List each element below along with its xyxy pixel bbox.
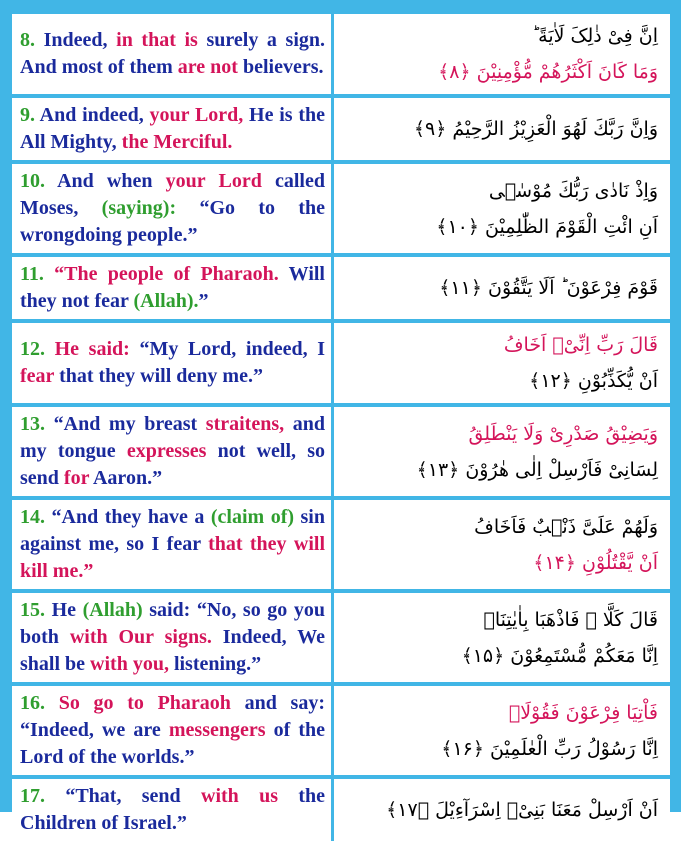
verse-number: 13.: [20, 413, 45, 435]
verse-row: [12, 14, 670, 94]
verse-row: [12, 164, 670, 253]
translation-segment: messengers: [168, 719, 266, 741]
translation-segment: “The people of Pharaoh.: [43, 263, 279, 285]
verse-number: 8.: [20, 29, 35, 51]
translation-segment: of the Lord of the worlds.”: [20, 719, 325, 768]
translation-segment: And indeed,: [35, 104, 150, 126]
translation-segment: your Lord,: [149, 104, 244, 126]
arabic-text: قَالَ رَبِّ اِنِّیْۤ اَخَافُ: [503, 334, 658, 356]
verse-number: 16.: [20, 692, 45, 714]
arabic-line: [342, 509, 658, 545]
arabic-line: [342, 209, 658, 245]
arabic-text: اَنِ ائْتِ الْقَوْمَ الظّٰلِمِیْنَ ﴿۱۰﴾: [436, 215, 658, 238]
verse-translation: [12, 407, 334, 496]
translation-segment: your Lord: [165, 170, 262, 192]
translation-segment: Indeed,: [35, 29, 117, 51]
translation-segment: listening.”: [168, 653, 262, 675]
verse-number: 9.: [20, 104, 35, 126]
verse-translation: [12, 686, 334, 775]
verse-arabic: [334, 323, 670, 403]
verse-translation: [12, 257, 334, 319]
arabic-text: فَاْتِیَا فِرْعَوْنَ فَقُوْلَاۤ: [508, 701, 658, 724]
arabic-line: [342, 731, 658, 767]
verse-arabic: [334, 257, 670, 319]
verse-arabic: [334, 593, 670, 682]
verse-translation: [12, 14, 334, 94]
verse-row: [12, 500, 670, 589]
arabic-line: [342, 695, 658, 731]
verse-number: 10.: [20, 170, 45, 192]
verse-row: [12, 257, 670, 319]
arabic-line: [342, 363, 658, 399]
verse-arabic: [334, 407, 670, 496]
translation-segment: said: “No, so go you both: [20, 599, 325, 648]
verse-arabic: [334, 14, 670, 94]
verse-number: 15.: [20, 599, 45, 621]
translation-segment: “My Lord, indeed, I: [129, 338, 325, 360]
translation-segment: He said:: [45, 338, 130, 360]
arabic-line: [342, 545, 658, 581]
translation-segment: sin against me, so I fear: [20, 506, 325, 555]
translation-segment: with us: [201, 785, 279, 807]
arabic-text: وَاِذْ نَادٰی رَبُّكَ مُوْسٰۤی: [488, 179, 658, 202]
translation-segment: Indeed, We shall be: [20, 626, 325, 675]
arabic-text: اِنَّا مَعَكُمْ مُّسْتَمِعُوْنَ ﴿۱۵﴾: [461, 644, 658, 667]
verse-row: [12, 779, 670, 841]
translation-segment: the Children of Israel.”: [20, 785, 325, 834]
translation-segment: not well, so send: [20, 440, 325, 489]
translation-segment: He is the All Mighty,: [20, 104, 326, 153]
verse-table: [12, 10, 670, 845]
translation-segment: called Moses,: [20, 170, 325, 219]
verse-translation: [12, 323, 334, 403]
translation-segment: that they will deny me.”: [54, 365, 263, 387]
arabic-line: [342, 602, 658, 638]
arabic-line: [342, 327, 658, 363]
translation-segment: He: [45, 599, 83, 621]
translation-segment: with Our signs.: [69, 626, 212, 648]
verse-arabic: [334, 500, 670, 589]
translation-segment: “Go to the wrongdoing people.”: [20, 197, 325, 246]
translation-segment: and my tongue: [20, 413, 325, 462]
arabic-text: وَلَهُمْ عَلَیَّ ذَنْۢبٌ فَاَخَافُ: [474, 515, 658, 538]
translation-segment: And when: [45, 170, 166, 192]
verse-arabic: [334, 164, 670, 253]
arabic-text: اَنْ یَّقْتُلُوْنِ ﴿۱۴﴾: [533, 551, 658, 574]
translation-segment: and say: “Indeed, we are: [20, 692, 325, 741]
verse-number: 17.: [20, 785, 45, 807]
translation-segment: are not: [177, 56, 238, 78]
translation-segment: for: [63, 467, 90, 489]
arabic-text: قَوْمَ فِرْعَوْنَ ؕ اَلَا یَتَّقُوْنَ ﴿۱۱﴾: [439, 277, 658, 299]
arabic-text: وَاِنَّ رَبَّكَ لَهُوَ الْعَزِیْزُ الرَّحِیْمُ ﴿۹﴾: [413, 118, 658, 140]
verse-row: [12, 686, 670, 775]
arabic-text: اِنَّ فِیْ ذٰلِکَ لَاٰیَةً ؕ: [532, 25, 658, 47]
verse-translation: [12, 164, 334, 253]
verse-rows: [12, 14, 670, 841]
translation-segment: fear: [20, 365, 55, 387]
translation-segment: Will they not fear: [20, 263, 325, 312]
verse-arabic: [334, 779, 670, 841]
verse-arabic: [334, 98, 670, 160]
translation-segment: expresses: [126, 440, 207, 462]
arabic-line: [342, 792, 658, 828]
arabic-line: [342, 638, 658, 674]
translation-segment: (claim of): [210, 506, 295, 528]
arabic-line: [342, 452, 658, 488]
translation-segment: “And they have a: [45, 506, 211, 528]
arabic-text: اِنَّا رَسُوْلُ رَبِّ الْعٰلَمِیْنَ ﴿۱۶﴾: [441, 737, 658, 760]
verse-translation: [12, 500, 334, 589]
verse-number: 12.: [20, 338, 45, 360]
translation-segment: surely a sign. And most of them: [20, 29, 326, 78]
verse-row: [12, 593, 670, 682]
arabic-line: [342, 173, 658, 209]
translation-segment: (saying):: [101, 197, 177, 219]
verse-number: 11.: [20, 263, 44, 285]
verse-row: [12, 98, 670, 160]
arabic-line: [342, 111, 658, 147]
translation-segment: (Allah): [82, 599, 143, 621]
translation-segment: straitens,: [205, 413, 285, 435]
arabic-line: [342, 416, 658, 452]
arabic-text: قَالَ كَلَّا ۚ فَاذْهَبَا بِاٰیٰتِنَاۤ: [483, 608, 658, 631]
translation-segment: with you,: [90, 653, 169, 675]
verse-translation: [12, 98, 334, 160]
translation-segment: believers.: [237, 56, 324, 78]
translation-segment: the Merciful.: [121, 131, 233, 153]
arabic-line: [342, 270, 658, 306]
translation-segment: “That, send: [45, 785, 201, 807]
translation-segment: Aaron.”: [89, 467, 163, 489]
verse-number: 14.: [20, 506, 45, 528]
arabic-text: وَمَا كَانَ اَكْثَرُهُمْ مُّؤْمِنِیْنَ ﴿۸﴾: [438, 61, 658, 83]
verse-arabic: [334, 686, 670, 775]
arabic-text: اَنْ یُّكَذِّبُوْنِ ﴿۱۲﴾: [529, 370, 658, 392]
arabic-line: [342, 18, 658, 54]
verse-row: [12, 407, 670, 496]
translation-segment: So go to Pharaoh: [45, 692, 245, 714]
translation-segment: (Allah).: [133, 290, 199, 312]
verse-translation: [12, 593, 334, 682]
arabic-line: [342, 54, 658, 90]
translation-segment: that they will kill me.”: [20, 533, 326, 582]
arabic-text: لِسَانِیْ فَاَرْسِلْ اِلٰی هٰرُوْنَ ﴿۱۳﴾: [416, 458, 658, 481]
translation-segment: ”: [198, 290, 209, 312]
arabic-text: وَیَضِیْقُ صَدْرِیْ وَلَا یَنْطَلِقُ: [468, 422, 658, 445]
translation-segment: “And my breast: [45, 413, 206, 435]
arabic-text: اَنْ اَرْسِلْ مَعَنَا بَنِیْۤ اِسْرَآءِیْلَ ﴿۱۷﴾: [386, 799, 658, 821]
verse-row: [12, 323, 670, 403]
verse-translation: [12, 779, 334, 841]
translation-segment: in that is: [116, 29, 198, 51]
